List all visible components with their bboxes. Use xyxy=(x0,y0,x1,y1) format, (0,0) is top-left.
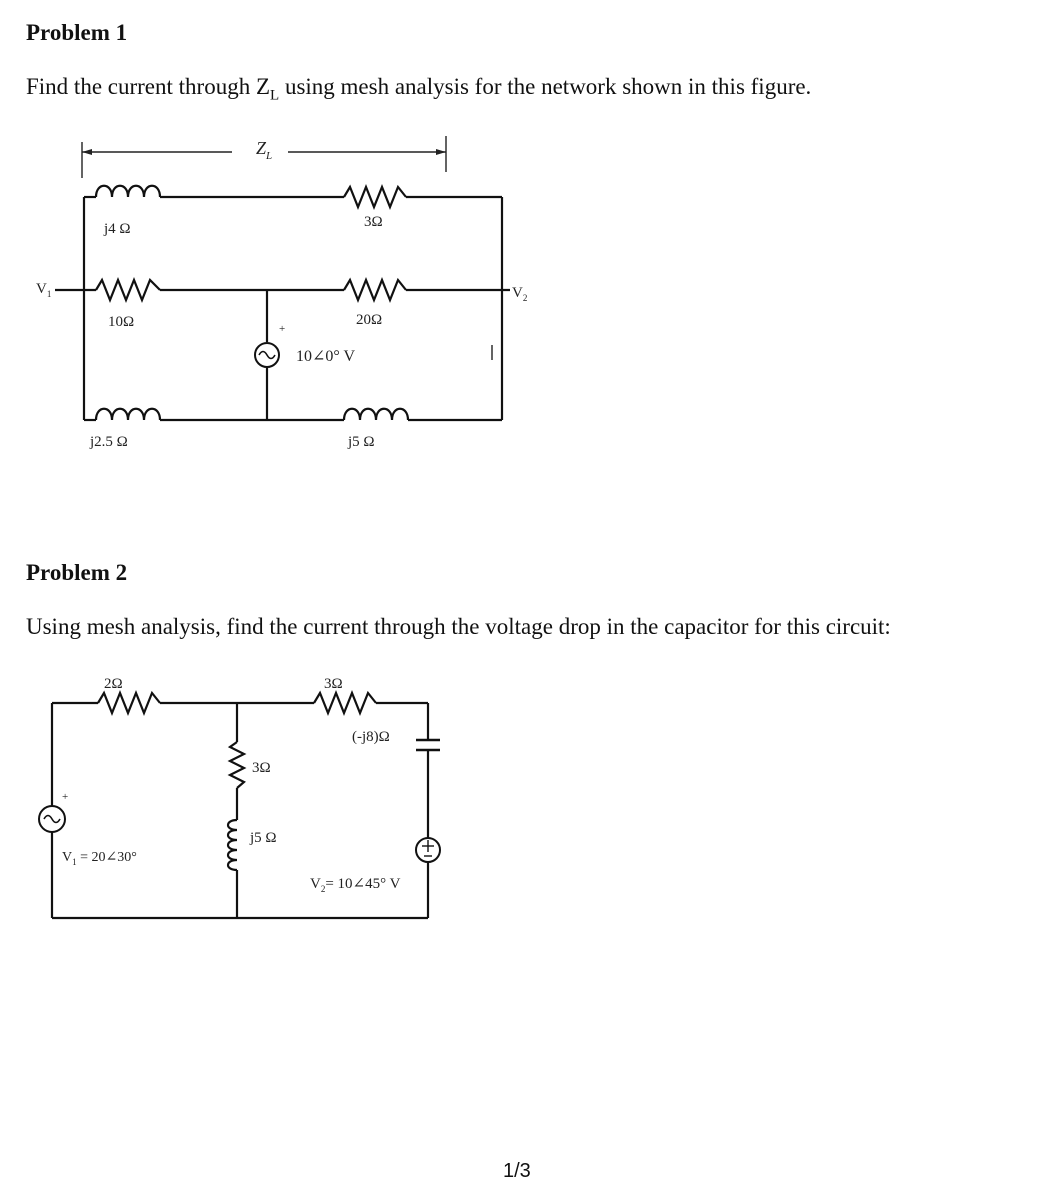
inductor-j5-vertical xyxy=(228,820,237,870)
label-3-ohm-middle: 3Ω xyxy=(252,760,271,776)
capacitor-icon xyxy=(416,740,440,750)
label-plus: + xyxy=(279,323,286,335)
circuit-diagram-2 xyxy=(0,660,600,940)
label-3-ohm: 3Ω xyxy=(364,214,383,230)
page-number: 1/3 xyxy=(503,1160,531,1182)
source-v2-icon xyxy=(416,838,440,862)
resistor-3-middle xyxy=(230,742,244,788)
label-3-ohm-top: 3Ω xyxy=(324,676,343,692)
label-v1-value: $V_1$ = 20∠30° xyxy=(62,850,137,867)
label-v2-value: $V_2=$ 10∠45° V xyxy=(310,876,401,894)
problem-2-statement: Using mesh analysis, find the current through the voltage drop in the capacitor for this circuit: xyxy=(26,614,891,639)
label-v1: $V_1$ xyxy=(36,281,52,299)
resistor-3-top xyxy=(314,693,376,713)
problem-1-title: Problem 1 xyxy=(26,20,128,45)
problem-1-text-before: Find the current through Z xyxy=(26,74,271,99)
label-j2-5: j2.5 Ω xyxy=(90,434,128,450)
problem-1-text-after: using mesh analysis for the network shown in this figure. xyxy=(279,74,812,99)
inductor-j4 xyxy=(96,186,160,197)
resistor-20 xyxy=(344,280,406,300)
label-j5-ohm: j5 Ω xyxy=(250,830,277,846)
ac-source-icon xyxy=(255,343,279,367)
resistor-2 xyxy=(98,693,160,713)
label-plus-v1: + xyxy=(62,791,69,803)
problem-1-statement xyxy=(26,74,811,105)
label-10-ohm: 10Ω xyxy=(108,314,135,330)
label-v2: $V_2$ xyxy=(512,285,528,303)
ac-source-v1-icon xyxy=(39,806,65,832)
zl-label: $Z_L$ xyxy=(256,138,273,162)
resistor-3-top xyxy=(344,187,406,207)
label-j4: j4 Ω xyxy=(104,221,131,237)
resistor-10 xyxy=(96,280,160,300)
label-j5: j5 Ω xyxy=(348,434,375,450)
label-20-ohm: 20Ω xyxy=(356,312,383,328)
problem-2-title: Problem 2 xyxy=(26,560,128,585)
label-2-ohm: 2Ω xyxy=(104,676,123,692)
problem-1-text-subscript: L xyxy=(270,87,280,104)
inductor-j2-5 xyxy=(96,409,160,420)
circuit-diagram-1 xyxy=(0,120,600,480)
inductor-j5 xyxy=(344,409,408,420)
label-source-value: 10∠0° V xyxy=(296,348,356,365)
label-capacitor: (-j8)Ω xyxy=(352,729,390,745)
